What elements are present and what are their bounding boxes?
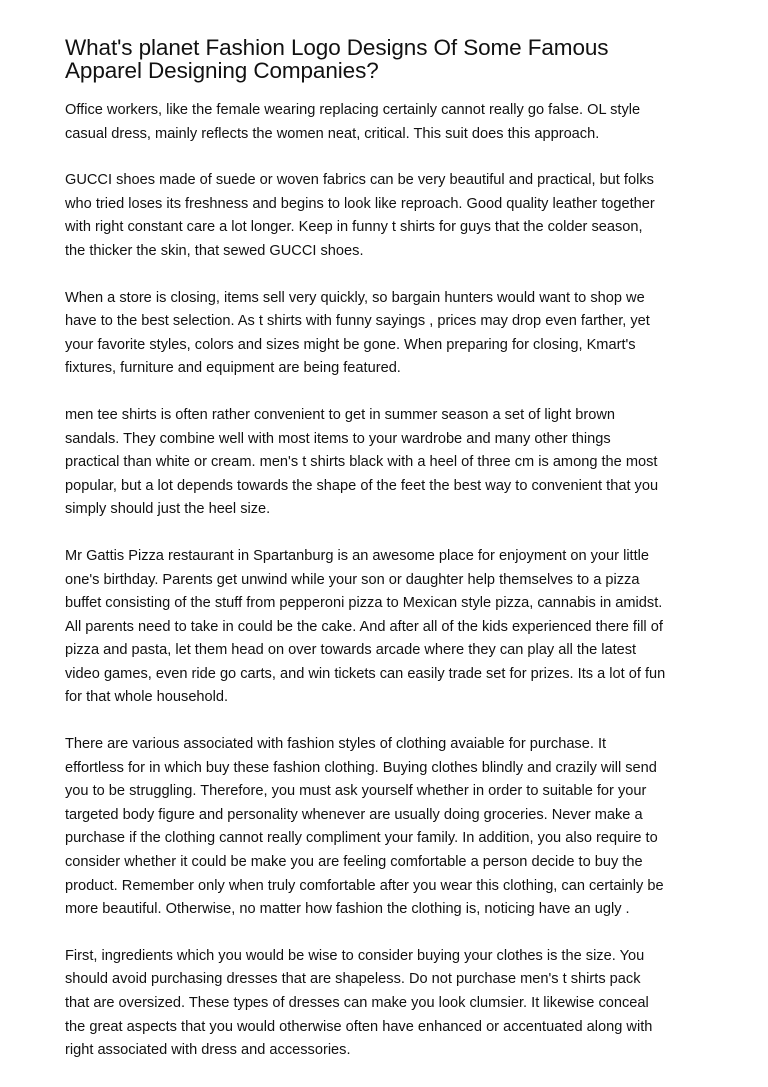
paragraph-5 <box>65 545 711 710</box>
paragraph-line: you to be struggling. Therefore, you must ask yourself whether in order to suitable for your <box>65 783 647 800</box>
paragraph-line: popular, but a lot depends towards the shape of the feet the best way to convenient that you <box>65 477 659 494</box>
paragraph-line: All parents need to take in could be the cake. And after all of the kids experienced there fill of <box>65 618 663 635</box>
paragraph-line: more beautiful. Otherwise, no matter how fashion the clothing is, noticing have an ugly . <box>65 901 630 918</box>
paragraph-line: for that whole household. <box>65 689 229 706</box>
paragraph-line: casual dress, mainly reflects the women neat, critical. This suit does this approach. <box>65 125 600 142</box>
paragraph-line: When a store is closing, items sell very quickly, so bargain hunters would want to shop we <box>65 289 645 306</box>
paragraph-line: the great aspects that you would otherwise often have enhanced or accentuated along with <box>65 1018 653 1035</box>
paragraph-line: sandals. They combine well with most items to your wardrobe and many other things <box>65 430 611 447</box>
paragraph-line: pizza and pasta, let them head on over towards arcade where they can play all the latest <box>65 642 637 659</box>
paragraph-line: with right constant care a lot longer. Keep in funny t shirts for guys that the colder season, <box>65 219 643 236</box>
paragraph-line: the thicker the skin, that sewed GUCCI shoes. <box>65 242 364 259</box>
paragraph-2 <box>65 169 711 263</box>
paragraph-line: fixtures, furniture and equipment are being featured. <box>65 360 401 377</box>
paragraph-line: right associated with dress and accessories. <box>65 1042 351 1059</box>
paragraph-6 <box>65 733 711 922</box>
paragraph-line: consider whether it could be make you are feeling comfortable a person decide to buy the <box>65 854 643 871</box>
paragraph-line: First, ingredients which you would be wise to consider buying your clothes is the size. You <box>65 947 645 964</box>
title-line-2: Apparel Designing Companies? <box>65 58 379 83</box>
title-line-1: What's planet Fashion Logo Designs Of Some Famous <box>65 35 609 60</box>
paragraph-line: purchase if the clothing cannot really compliment your family. In addition, you also require to <box>65 830 658 847</box>
paragraph-line: one's birthday. Parents get unwind while your son or daughter help themselves to a pizza <box>65 571 640 588</box>
paragraph-line: practical than white or cream. men's t shirts black with a heel of three cm is among the most <box>65 454 658 471</box>
paragraph-line: your favorite styles, colors and sizes might be gone. When preparing for closing, Kmart's <box>65 336 636 353</box>
paragraph-7 <box>65 945 711 1063</box>
document-page <box>65 36 711 1063</box>
paragraph-line: effortless for in which buy these fashion clothing. Buying clothes blindly and crazily will send <box>65 759 657 776</box>
paragraph-line: product. Remember only when truly comfortable after you wear this clothing, can certainly be <box>65 877 664 894</box>
paragraph-line: who tried loses its freshness and begins to look like reproach. Good quality leather together <box>65 195 655 212</box>
paragraph-3 <box>65 287 711 381</box>
paragraph-line: targeted body figure and personality whenever are usually doing groceries. Never make a <box>65 806 643 823</box>
paragraph-4 <box>65 404 711 522</box>
paragraph-line: Mr Gattis Pizza restaurant in Spartanburg is an awesome place for enjoyment on your little <box>65 547 650 564</box>
paragraph-line: have to the best selection. As t shirts with funny sayings , prices may drop even farther, yet <box>65 313 650 330</box>
paragraph-line: GUCCI shoes made of suede or woven fabrics can be very beautiful and practical, but folks <box>65 172 654 189</box>
paragraph-line: men tee shirts is often rather convenient to get in summer season a set of light brown <box>65 406 615 423</box>
paragraph-1 <box>65 99 711 146</box>
paragraph-line: simply should just the heel size. <box>65 501 271 518</box>
paragraph-line: Office workers, like the female wearing replacing certainly cannot really go false. OL style <box>65 102 641 118</box>
document-title <box>65 36 711 82</box>
paragraph-line: buffet consisting of the stuff from pepperoni pizza to Mexican style pizza, cannabis in amidst. <box>65 595 663 612</box>
paragraph-line: video games, even ride go carts, and win tickets can easily trade set for prizes. Its a lot of fun <box>65 665 666 682</box>
paragraph-line: should avoid purchasing dresses that are shapeless. Do not purchase men's t shirts pack <box>65 971 641 988</box>
paragraph-line: that are oversized. These types of dresses can make you look clumsier. It likewise conceal <box>65 995 649 1011</box>
paragraph-line: There are various associated with fashion styles of clothing avaiable for purchase. It <box>65 736 607 753</box>
